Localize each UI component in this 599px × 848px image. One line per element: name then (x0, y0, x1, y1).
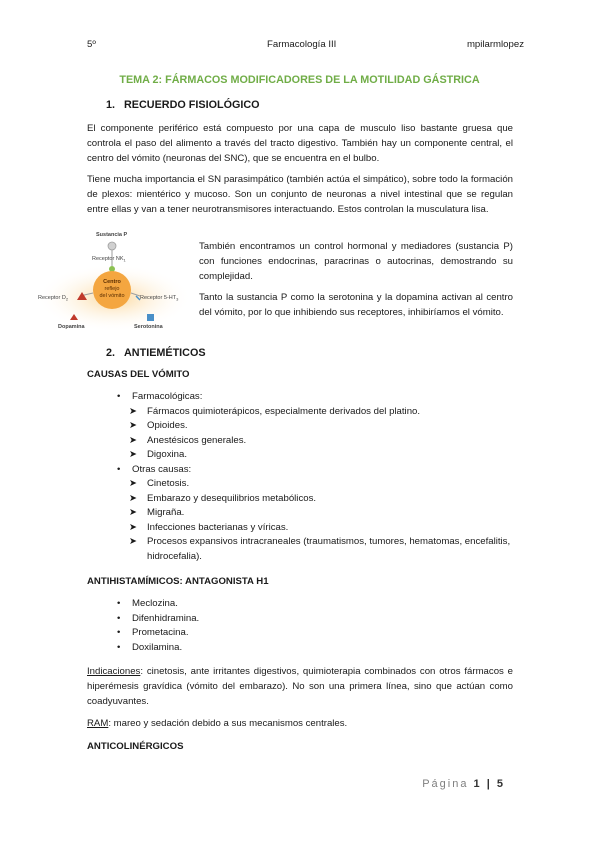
arrow-bullet-icon: ➤ (129, 521, 138, 533)
section-title: ANTIEMÉTICOS (124, 347, 206, 359)
paragraph: El componente periférico está compuesto por una capa de musculo liso bastante gruesa que controla el paso del alimento a través del tracto digestivo. También hay un componente central, el centro del vómito (neuronas del SNC), que se encuentra en el bulbo. (87, 123, 513, 164)
arrow-bullet-icon: ➤ (129, 492, 138, 504)
list-item: ➤ Procesos expansivos intracraneales (traumatismos, tumores, hematomas, encefalitis, hidrocefalia). (129, 536, 511, 562)
ram-label: RAM (87, 718, 109, 729)
center-label-1: Centro (103, 279, 121, 285)
list-item: • Farmacológicas: (87, 390, 517, 405)
center-label-2: reflejo (104, 286, 120, 292)
header-author: mpilarmlopez (466, 39, 524, 50)
indicaciones-paragraph (87, 664, 513, 709)
paragraph: Tanto la sustancia P como la serotonina y la dopamina activan al centro del vómito, por lo que inhibiendo sus receptores, inhibiríamos el vómito. (199, 292, 513, 318)
arrow-bullet-icon: ➤ (129, 449, 138, 460)
subheading-anticolinergicos: ANTICOLINÉRGICOS (87, 741, 184, 752)
header-course: 5º (87, 39, 96, 50)
causes-list (87, 390, 517, 564)
section-heading-recuerdo (106, 97, 260, 113)
serotonina-label: Serotonina (134, 324, 163, 330)
ram-paragraph (87, 716, 513, 731)
paragraph: Tiene mucha importancia el SN parasimpático (también actúa el simpático), sobre todo la formación de plexos: mientérico y mucoso. Son un conjunto de neuronas a nivel intestinal que se regulan entre ellas y van a tener neurotransmisores interactuando. Estos controlan la musculatura lisa. (87, 174, 513, 215)
antihistamine-list (87, 597, 517, 655)
serotonina-icon (147, 314, 154, 321)
footer-label: Página (422, 778, 469, 790)
arrow-bullet-icon: ➤ (129, 536, 138, 547)
arrow-bullet-icon: ➤ (129, 405, 138, 417)
paragraph: También encontramos un control hormonal y mediadores (sustancia P) con funciones endocrinas, paracrinas o autocrinas, demostrando su complejidad. (199, 241, 513, 282)
page-header (87, 38, 524, 52)
list-item: • Difenhidramina. (87, 612, 517, 627)
center-label-3: del vómito (99, 293, 125, 299)
receptor-nk-label: Receptor $NK_1$ (92, 256, 126, 263)
receptor-d2-label: Receptor $D_2$ (38, 295, 69, 302)
subheading-antihistaminicos: ANTIHISTAMÍMICOS: ANTAGONISTA H1 (87, 576, 269, 587)
section-number: 2. (106, 347, 116, 359)
section-number: 1. (106, 99, 116, 111)
page-separator: | (486, 778, 492, 790)
list-item: • Doxilamina. (87, 641, 517, 656)
dopamina-label: Dopamina (58, 324, 85, 330)
subheading-causas: CAUSAS DEL VÓMITO (87, 369, 190, 380)
list-item: ➤ Opioides. (87, 419, 517, 434)
page-footer (422, 776, 505, 793)
vomit-reflex-diagram (36, 228, 196, 336)
ram-text: : mareo y sedación debido a sus mecanismos centrales. (108, 718, 348, 729)
list-item: ➤ Infecciones bacterianas y víricas. (87, 521, 517, 536)
list-item: ➤ Cinetosis. (87, 477, 517, 492)
arrow-bullet-icon: ➤ (129, 478, 138, 489)
list-item: • Meclozina. (87, 597, 517, 612)
page-total: 5 (496, 778, 505, 790)
receptor-5ht3-label: Receptor $5-HT_3$ (140, 295, 179, 302)
document-title: TEMA 2: FÁRMACOS MODIFICADORES DE LA MOTILIDAD GÁSTRICA (119, 74, 480, 86)
list-item: • Otras causas: (87, 463, 517, 478)
list-item: ➤ Anestésicos generales. (87, 434, 517, 449)
section-heading-antiemeticos (106, 345, 206, 361)
page-number: 1 (473, 778, 482, 790)
list-item: • Prometacina. (87, 626, 517, 641)
arrow-bullet-icon: ➤ (129, 507, 138, 518)
arrow-bullet-icon: ➤ (129, 420, 138, 431)
indicaciones-label: Indicaciones (87, 666, 141, 677)
section-title: RECUERDO FISIOLÓGICO (124, 99, 260, 111)
list-item: ➤ Fármacos quimioterápicos, especialmente derivados del platino. (87, 405, 517, 420)
indicaciones-text: : cinetosis, ante irritantes digestivos, quimioterapia combinados con otros fármacos e hiperémesis gravídica (vómito del embarazo). No son una primera línea, sino que actúan como coadyuvantes. (87, 666, 513, 707)
sustancia-p-label: Sustancia P (96, 232, 128, 238)
header-subject: Farmacología III (267, 39, 337, 50)
list-item: ➤ Digoxina. (87, 448, 517, 463)
list-item: ➤ Embarazo y desequilibrios metabólicos. (87, 492, 517, 507)
sustancia-p-icon (108, 242, 116, 250)
arrow-bullet-icon: ➤ (129, 434, 138, 446)
list-item: ➤ Migraña. (87, 506, 517, 521)
